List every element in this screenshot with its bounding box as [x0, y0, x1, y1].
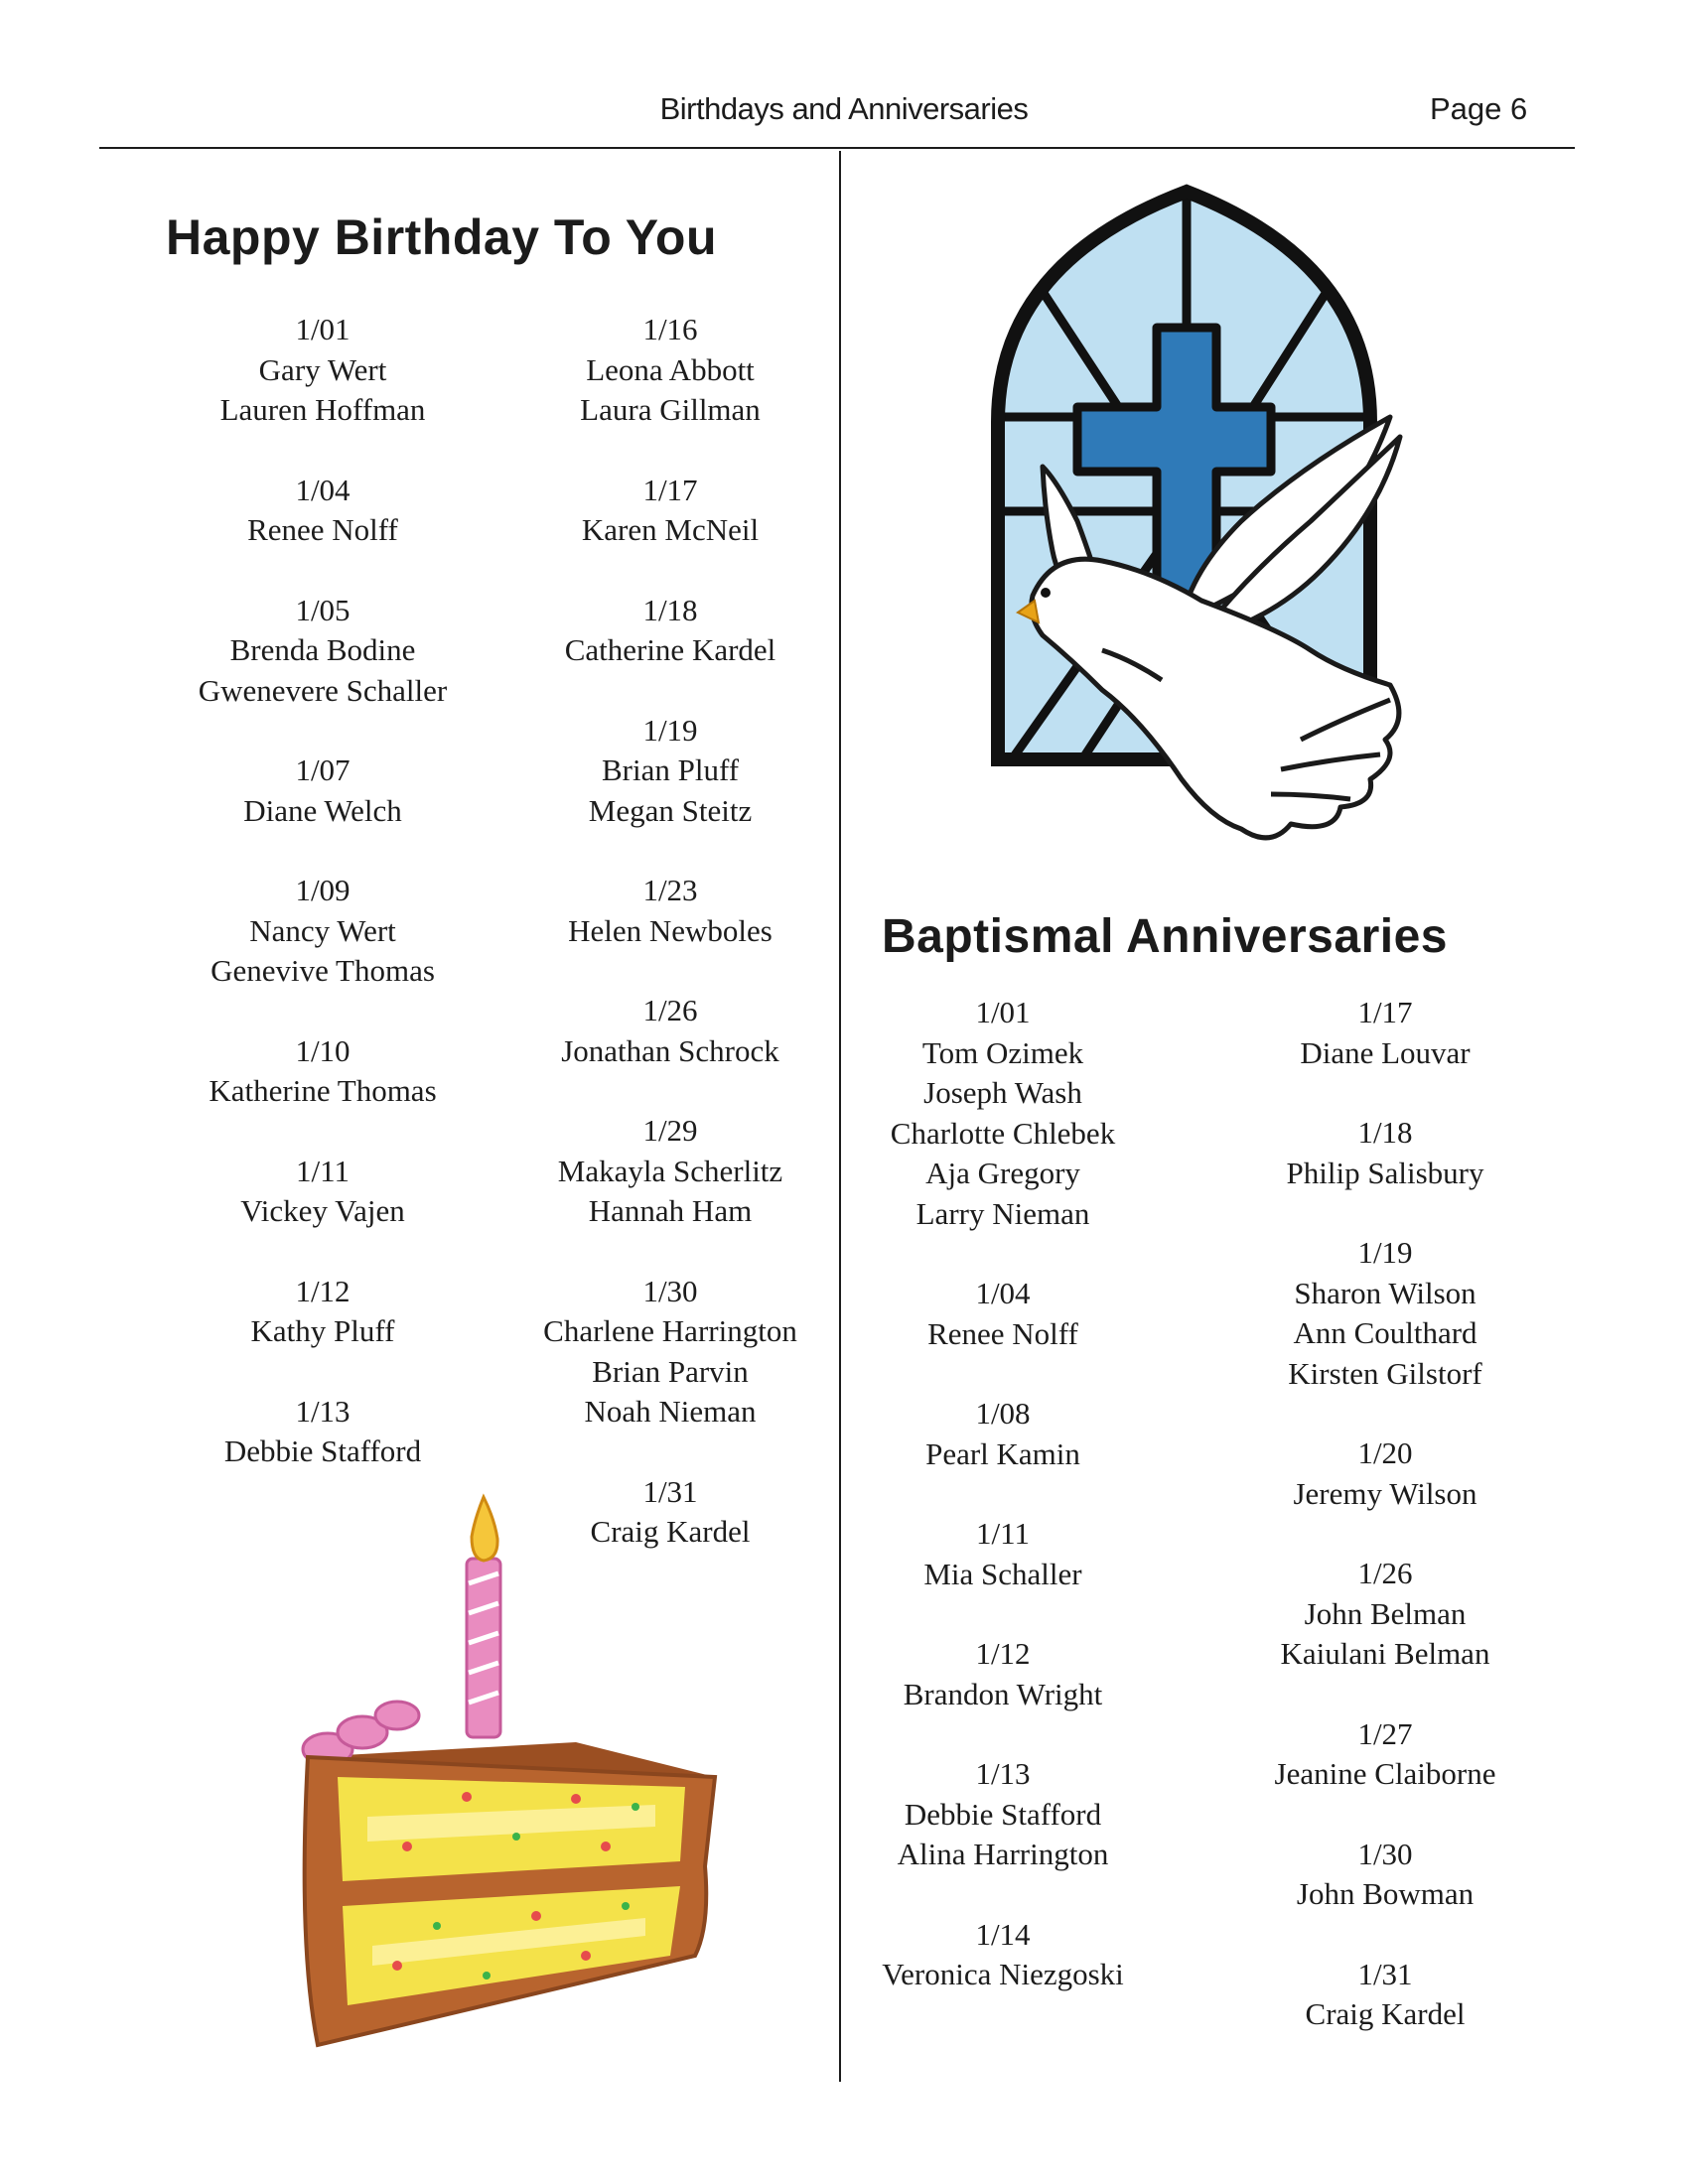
baptismal-date: 1/01 — [975, 995, 1031, 1029]
birthday-entry — [496, 1111, 844, 1232]
baptismal-entry — [1226, 1554, 1544, 1675]
birthday-entry — [149, 1031, 496, 1112]
birthday-name: Brian Parvin — [592, 1353, 749, 1389]
birthday-name: Craig Kardel — [590, 1514, 751, 1549]
birthday-entry — [149, 751, 496, 831]
birthday-entry — [496, 1272, 844, 1433]
birthday-column-left — [149, 310, 496, 1512]
baptismal-name: Ann Coulthard — [1293, 1315, 1477, 1350]
birthday-date: 1/12 — [295, 1273, 351, 1308]
baptismal-name: Tom Ozimek — [921, 1034, 1084, 1070]
baptismal-entry — [1226, 993, 1544, 1073]
baptismal-date: 1/27 — [1357, 1715, 1413, 1751]
birthday-date: 1/04 — [295, 472, 351, 507]
birthday-title: Happy Birthday To You — [166, 209, 717, 265]
birthday-date: 1/31 — [642, 1473, 698, 1509]
baptismal-date: 1/18 — [1357, 1115, 1413, 1150]
birthday-name: Catherine Kardel — [564, 632, 776, 667]
baptismal-date: 1/11 — [976, 1516, 1030, 1551]
birthday-entry — [496, 871, 844, 951]
baptismal-name: Jeanine Claiborne — [1274, 1756, 1496, 1791]
birthday-date: 1/07 — [295, 752, 351, 787]
birthday-entry — [149, 1392, 496, 1472]
baptismal-entry — [1226, 1233, 1544, 1394]
birthday-name: Diane Welch — [243, 792, 402, 828]
baptismal-date: 1/30 — [1357, 1836, 1413, 1871]
birthday-entry — [149, 871, 496, 992]
baptismal-date: 1/14 — [975, 1916, 1031, 1952]
baptismal-column-right — [1226, 993, 1544, 2075]
birthday-name: Brian Pluff — [601, 752, 740, 787]
baptismal-name: Renee Nolff — [927, 1315, 1078, 1351]
baptismal-name: Charlotte Chlebek — [890, 1115, 1116, 1151]
birthday-entry — [149, 591, 496, 712]
birthday-name: Helen Newboles — [568, 912, 773, 948]
birthday-cake-icon — [288, 1489, 725, 2055]
birthday-name: Noah Nieman — [584, 1394, 757, 1429]
baptismal-title: Baptismal Anniversaries — [882, 910, 1448, 963]
birthday-entry — [496, 471, 844, 551]
baptismal-entry — [1226, 1433, 1544, 1514]
header-title: Birthdays and Anniversaries — [659, 91, 1029, 126]
baptismal-name: John Belman — [1304, 1595, 1467, 1631]
baptismal-name: Jeremy Wilson — [1293, 1475, 1477, 1511]
baptismal-name: Joseph Wash — [923, 1075, 1082, 1110]
baptismal-name: John Bowman — [1296, 1876, 1475, 1911]
baptismal-name: Kaiulani Belman — [1280, 1636, 1490, 1671]
baptismal-name: Sharon Wilson — [1294, 1275, 1477, 1310]
baptismal-name: Debbie Stafford — [904, 1796, 1102, 1832]
baptismal-date: 1/26 — [1357, 1556, 1413, 1590]
baptismal-name: Pearl Kamin — [925, 1435, 1080, 1471]
birthday-entry — [496, 711, 844, 832]
birthday-date: 1/26 — [642, 993, 698, 1027]
baptismal-date: 1/31 — [1357, 1956, 1413, 1991]
baptismal-date: 1/12 — [975, 1636, 1031, 1671]
birthday-name: Karen McNeil — [581, 512, 760, 547]
birthday-name: Gary Wert — [258, 351, 387, 387]
baptismal-name: Craig Kardel — [1305, 1996, 1466, 2031]
birthday-name: Kathy Pluff — [250, 1313, 395, 1348]
baptismal-entry — [854, 1274, 1152, 1354]
birthday-entry — [496, 591, 844, 671]
birthday-name: Gwenevere Schaller — [198, 672, 448, 708]
birthday-name: Genevive Thomas — [211, 953, 435, 988]
baptismal-name: Veronica Niezgoski — [882, 1957, 1124, 1991]
birthday-date: 1/18 — [642, 592, 698, 627]
birthday-date: 1/01 — [295, 312, 351, 346]
birthday-date: 1/16 — [642, 312, 698, 346]
baptismal-entry — [854, 1634, 1152, 1714]
birthday-name: Hannah Ham — [588, 1193, 753, 1228]
birthday-date: 1/23 — [642, 873, 698, 907]
birthday-date: 1/13 — [295, 1393, 351, 1429]
birthday-name: Leona Abbott — [586, 351, 755, 387]
birthday-name: Renee Nolff — [247, 512, 398, 547]
baptismal-entry — [1226, 1835, 1544, 1915]
baptismal-name: Aja Gregory — [925, 1156, 1080, 1190]
baptismal-date: 1/17 — [1357, 995, 1413, 1029]
birthday-name: Laura Gillman — [580, 392, 761, 427]
birthday-entry — [149, 1152, 496, 1232]
baptismal-date: 1/04 — [975, 1276, 1031, 1310]
baptismal-entry — [854, 1754, 1152, 1875]
header-divider — [99, 147, 1575, 149]
birthday-name: Megan Steitz — [588, 792, 753, 828]
birthday-entry — [496, 310, 844, 431]
baptismal-entry — [854, 993, 1152, 1234]
birthday-name: Vickey Vajen — [240, 1193, 405, 1228]
baptismal-date: 1/19 — [1357, 1235, 1413, 1270]
birthday-name: Charlene Harrington — [543, 1313, 797, 1348]
baptismal-name: Kirsten Gilstorf — [1288, 1355, 1482, 1391]
baptismal-date: 1/08 — [975, 1396, 1031, 1431]
baptismal-entry — [1226, 1955, 1544, 2035]
baptismal-name: Brandon Wright — [903, 1676, 1103, 1711]
baptismal-entry — [1226, 1113, 1544, 1193]
baptismal-column-left — [854, 993, 1152, 2035]
birthday-name: Debbie Stafford — [223, 1433, 422, 1468]
baptismal-name: Larry Nieman — [915, 1195, 1090, 1231]
birthday-name: Brenda Bodine — [229, 632, 416, 667]
birthday-date: 1/05 — [295, 592, 351, 627]
birthday-entry — [496, 991, 844, 1071]
birthday-entry — [149, 310, 496, 431]
stained-glass-window-icon — [983, 184, 1420, 869]
birthday-date: 1/19 — [642, 712, 698, 748]
birthday-date: 1/10 — [295, 1032, 351, 1068]
birthday-entry — [149, 1272, 496, 1352]
birthday-name: Nancy Wert — [249, 912, 396, 948]
birthday-name: Lauren Hoffman — [219, 392, 426, 427]
baptismal-name: Philip Salisbury — [1286, 1155, 1484, 1190]
birthday-date: 1/29 — [642, 1113, 698, 1148]
baptismal-name: Diane Louvar — [1300, 1034, 1471, 1070]
baptismal-entry — [1226, 1714, 1544, 1795]
birthday-name: Katherine Thomas — [209, 1073, 437, 1108]
baptismal-entry — [854, 1915, 1152, 1995]
birthday-date: 1/17 — [642, 472, 698, 507]
baptismal-entry — [854, 1514, 1152, 1594]
birthday-date: 1/30 — [642, 1273, 698, 1308]
birthday-entry — [149, 471, 496, 551]
birthday-date: 1/11 — [296, 1153, 350, 1188]
birthday-name: Makayla Scherlitz — [557, 1153, 783, 1188]
baptismal-entry — [854, 1394, 1152, 1474]
page-number: Page 6 — [1430, 91, 1528, 126]
birthday-name: Jonathan Schrock — [561, 1032, 779, 1068]
birthday-date: 1/09 — [295, 873, 351, 907]
baptismal-date: 1/13 — [975, 1756, 1031, 1791]
baptismal-name: Alina Harrington — [897, 1837, 1109, 1871]
birthday-column-right — [496, 310, 844, 1592]
baptismal-date: 1/20 — [1357, 1435, 1413, 1470]
baptismal-name: Mia Schaller — [923, 1556, 1082, 1591]
